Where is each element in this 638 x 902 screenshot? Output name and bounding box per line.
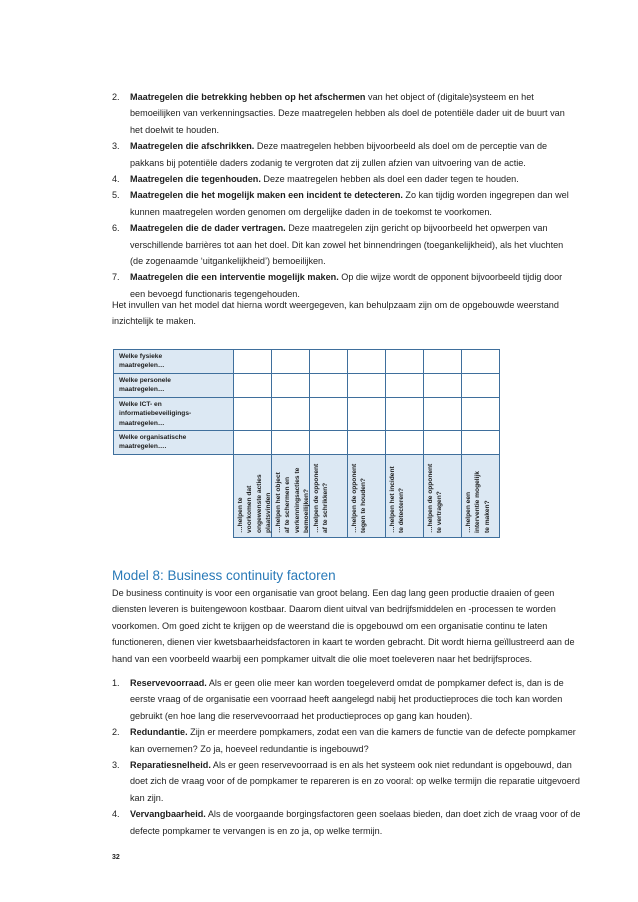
table-cell	[272, 374, 310, 398]
measures-list	[112, 89, 572, 302]
table-cell	[424, 398, 462, 431]
table-cell	[234, 350, 272, 374]
table-cell	[234, 398, 272, 431]
table-cell	[272, 350, 310, 374]
section-paragraph: De business continuity is voor een organisatie van groot belang. Een dag lang geen productie draaien of geen diensten leveren is buitengewoon kostbaar. Daarom dient uitval van bedrijfsmiddelen en -processen te worden voorkomen. Om goed zicht te krijgen op de weerstand die is opgebouwd om een organisatie continu te laten functioneren, dienen vier kwetsbaarheidsfactoren in kaart te worden gebracht. Dit wordt hierna geïllustreerd aan de hand van een voorbeeld waarbij een pompkamer uitvalt die olie moet toeleveren naar het bedrijfsproces.	[112, 588, 575, 664]
column-header-deter: …helpen de opponent af te schrikken?	[310, 455, 348, 538]
section-heading: Model 8: Business continuity factoren	[112, 568, 336, 583]
list-item: 3. Reparatiesnelheid. Als er geen reservevoorraad is en als het systeem ook niet redundant is opgebouwd, dan doet zich de vraag voor of de pompkamer te repareren is en zo vooral: op welke termijn die reparatie uitgevoerd kan zijn.	[112, 760, 580, 803]
table-cell	[272, 398, 310, 431]
list-item: 2. Maatregelen die betrekking hebben op het afschermen van het object of (digitale)systeem en het bemoeilijken van verkenningsacties. Deze maatregelen hebben als doel de potentiële dader uit de buurt van het doelwit te houden.	[112, 92, 565, 135]
column-header-intervene: …helpen een interventie mogelijk te maken?	[462, 455, 500, 538]
list-item: 4. Maatregelen die tegenhouden. Deze maatregelen hebben als doel een dader tegen te houden.	[112, 174, 519, 185]
table-cell	[348, 374, 386, 398]
column-header-prevent: …helpen te voorkomen dat ongewenste acties plaatsvinden	[234, 455, 272, 538]
table-cell	[348, 398, 386, 431]
table-cell	[310, 398, 348, 431]
table-cell	[234, 374, 272, 398]
row-label-ict: Welke ICT- en informatiebeveiligings- maatregelen…	[114, 398, 234, 431]
row-label-organisational: Welke organisatische maatregelen….	[114, 431, 234, 455]
table-cell	[462, 398, 500, 431]
table-cell	[424, 431, 462, 455]
table-cell	[310, 350, 348, 374]
table-cell	[462, 350, 500, 374]
table-cell	[310, 431, 348, 455]
table-cell	[424, 350, 462, 374]
continuity-factors-list	[112, 675, 582, 839]
list-item: 6. Maatregelen die de dader vertragen. Deze maatregelen zijn gericht op bijvoorbeeld het opwerpen van verschillende barrières tot aan het doel. Dit kan zowel het binnendringen (toegankelijkheid), als het vluchten (de zogenaamde ‘uitgankelijkheid’) bemoeilijken.	[112, 223, 564, 267]
column-header-detect: …helpen het incident te detecteren?	[386, 455, 424, 538]
table-cell	[272, 431, 310, 455]
column-header-delay: …helpen de opponent te vertragen?	[424, 455, 462, 538]
list-item: 5. Maatregelen die het mogelijk maken een incident te detecteren. Zo kan tijdig worden ingegrepen dan wel kunnen maatregelen worden genomen om dergelijke daden in de toekomst te voorkomen.	[112, 190, 569, 217]
column-header-stop: …helpen de opponent tegen te houden?	[348, 455, 386, 538]
table-cell	[462, 374, 500, 398]
row-label-personnel: Welke personele maatregelen…	[114, 374, 234, 398]
table-cell	[348, 350, 386, 374]
table-cell	[386, 431, 424, 455]
table-cell	[386, 374, 424, 398]
table-cell	[234, 431, 272, 455]
row-label-physical: Welke fysieke maatregelen…	[114, 350, 234, 374]
table-cell	[462, 431, 500, 455]
list-item: 1. Reservevoorraad. Als er geen olie meer kan worden toegeleverd omdat de pompkamer defect is, dan is de eerste vraag of de organisatie een voorraad heeft aangelegd nabij het productieproces die toch kan worden gebruikt (en hoe lang die reservevoorraad het productieproces op gang kan houden).	[112, 678, 564, 721]
table-cell	[348, 431, 386, 455]
column-header-shield: …helpen het object af te schermen en verkenningsacties te bemoeilijken?	[272, 455, 310, 538]
list-item: 2. Redundantie. Zijn er meerdere pompkamers, zodat een van die kamers de functie van de defecte pompkamer kan overnemen? Zo ja, hoeveel redundantie is ingebouwd?	[112, 727, 576, 754]
list-item: 7. Maatregelen die een interventie mogelijk maken. Op die wijze wordt de opponent bijvoorbeeld tijdig door een bevoegd functionaris tegengehouden.	[112, 272, 563, 299]
intro-paragraph: Het invullen van het model dat hierna wordt weergegeven, kan behulpzaam zijn om de opgebouwde weerstand inzichtelijk te maken.	[112, 300, 559, 327]
table-corner	[114, 455, 234, 538]
table-cell	[424, 374, 462, 398]
table-cell	[310, 374, 348, 398]
resistance-model-table	[113, 349, 500, 538]
page-number: 32	[112, 854, 120, 861]
list-item: 4. Vervangbaarheid. Als de voorgaande borgingsfactoren geen soelaas bieden, dan doet zich de vraag voor of de defecte pompkamer te vervangen is en zo ja, op welke termijn.	[112, 809, 581, 836]
list-item: 3. Maatregelen die afschrikken. Deze maatregelen hebben bijvoorbeeld als doel om de perceptie van de pakkans bij potentiële daders zodanig te vergroten dat zij zullen afzien van uitvoering van de actie.	[112, 141, 548, 168]
table-cell	[386, 398, 424, 431]
table-cell	[386, 350, 424, 374]
